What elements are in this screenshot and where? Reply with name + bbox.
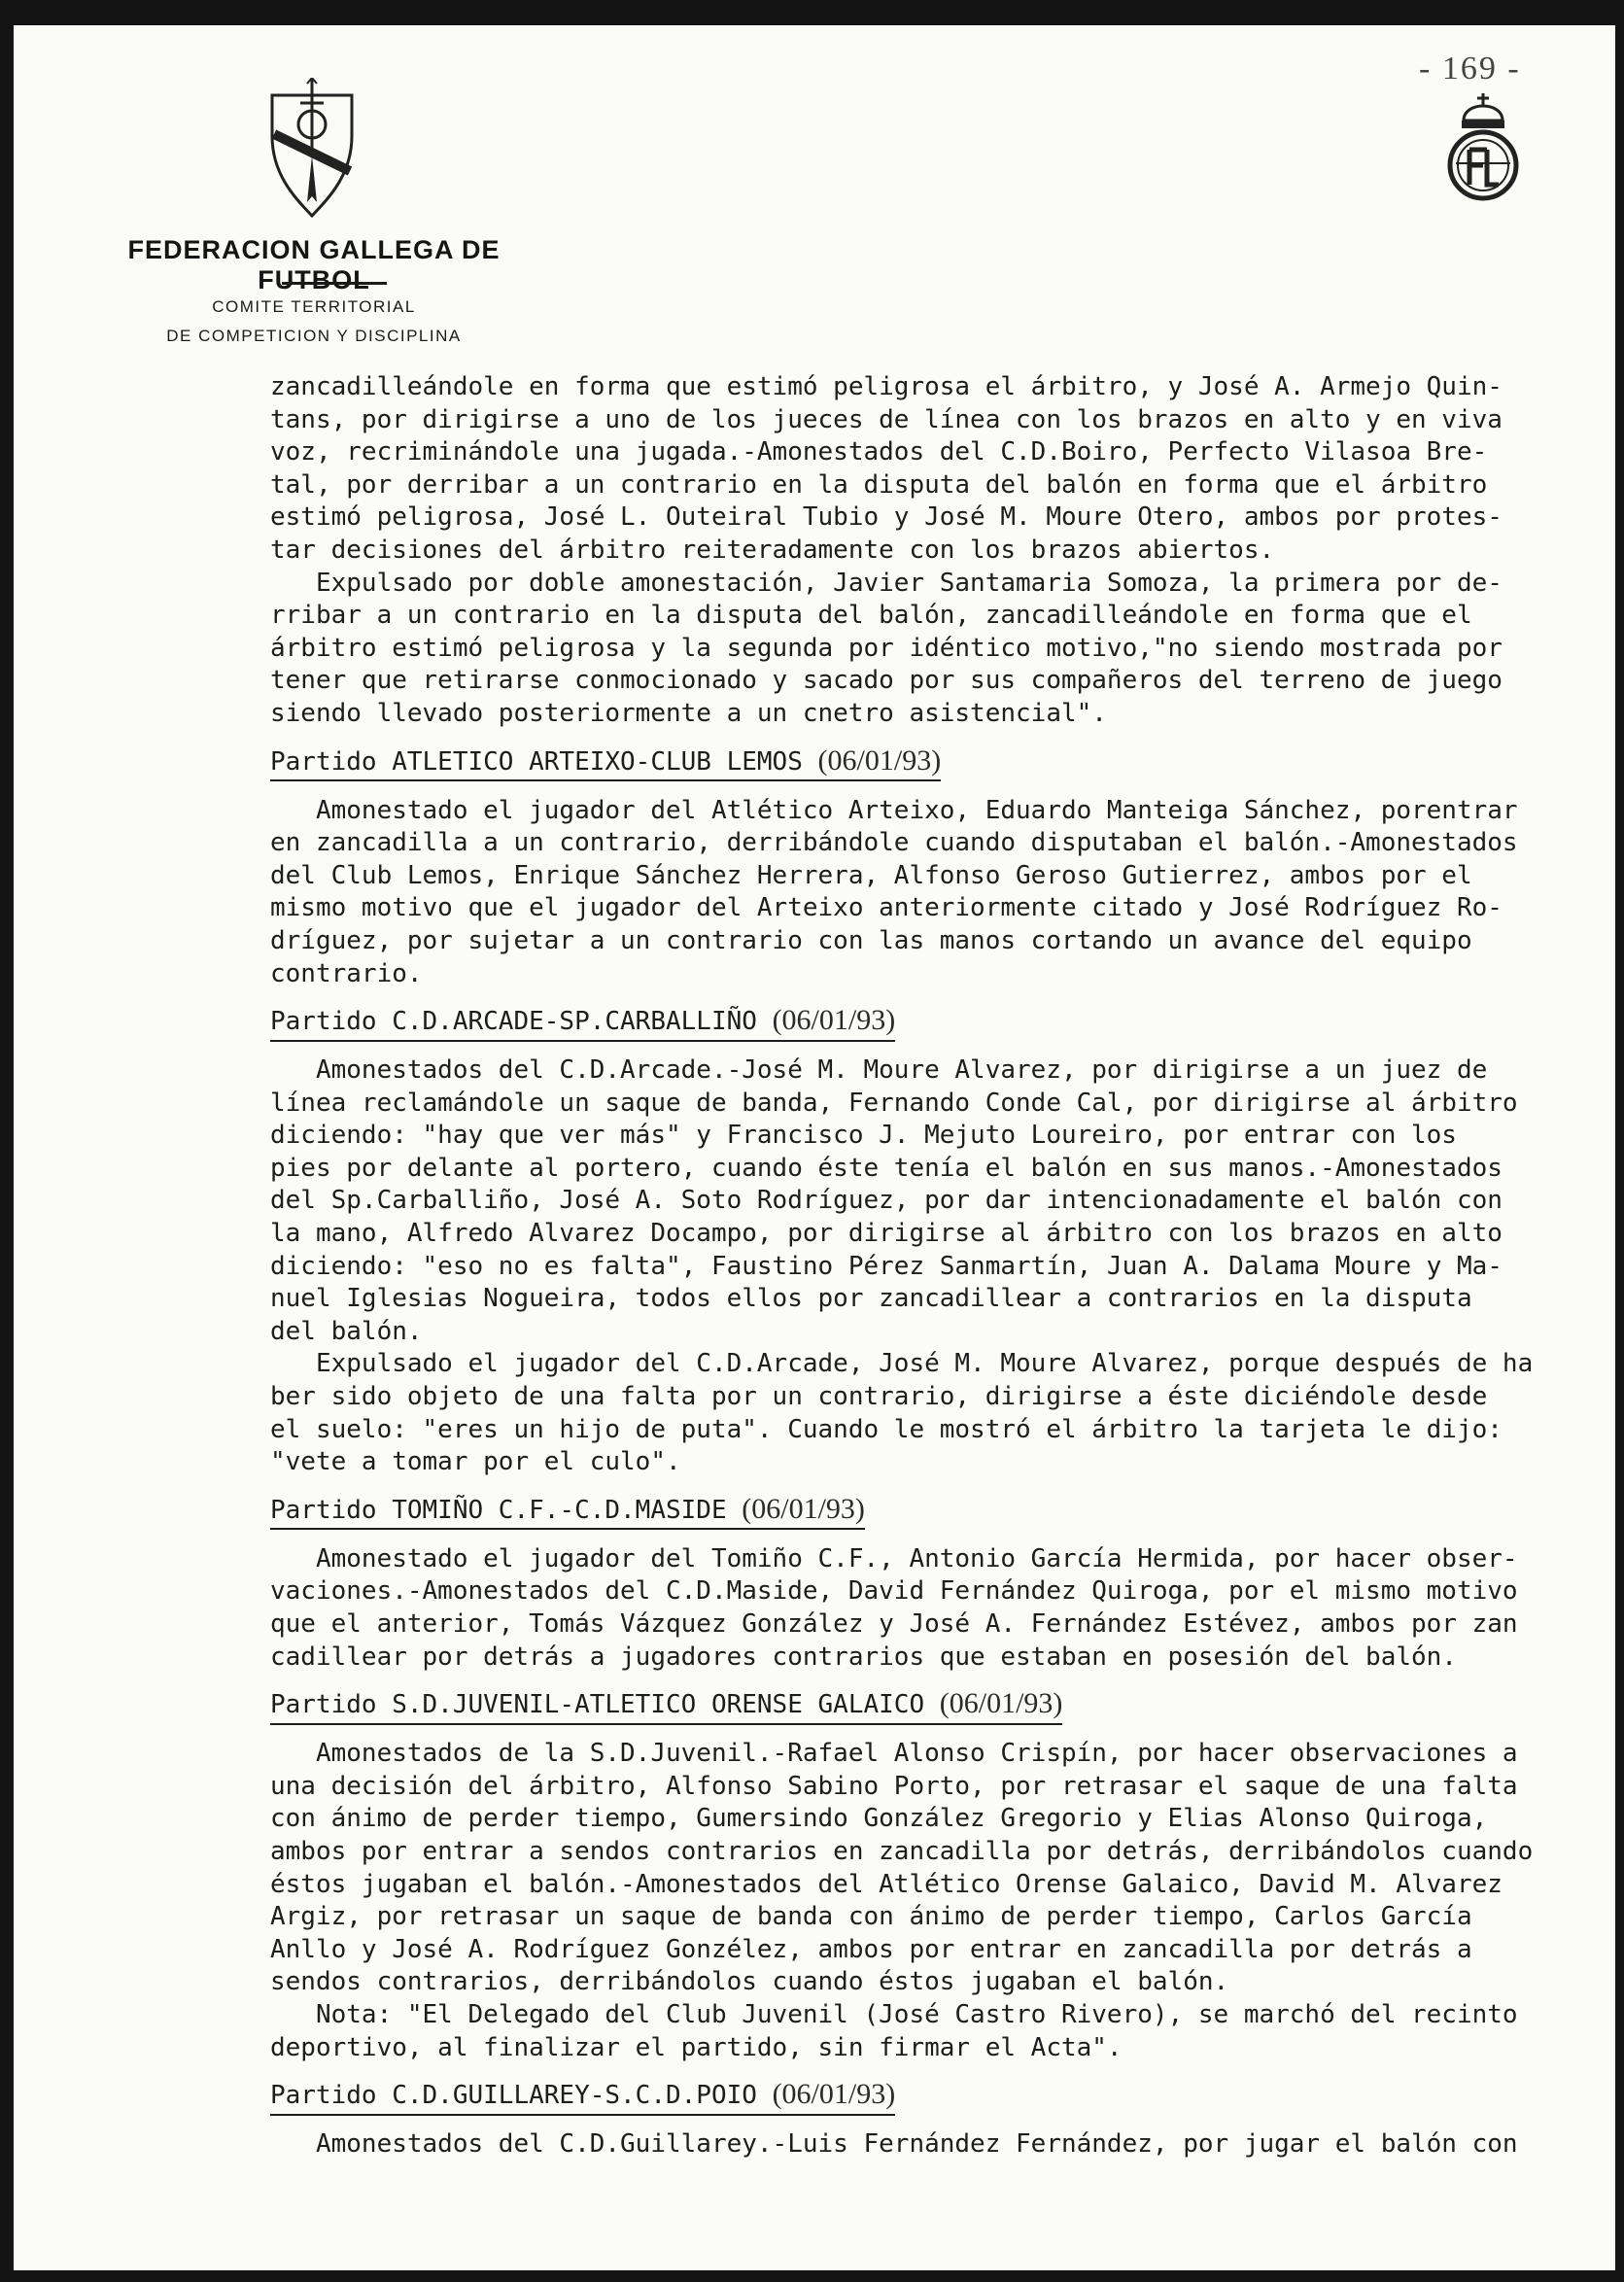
intro-expulsion-paragraph: Expulsado por doble amonestación, Javier Santamaria Somoza, la primera por de- rribar a un contrario en la disputa del balón, zancadilleándole en forma que el árbitro estimó peligrosa y la segunda por idéntico motivo,"no siendo mostrada por tener que retirarse conmocionado y sacado por sus compañeros del terreno de juego siendo llevado posteriormente a un cnetro asistencial". [270,568,1503,728]
federacion-gallega-shield-icon [268,78,356,219]
match-date: (06/01/93) [772,1004,896,1037]
organization-name: FEDERACION GALLEGA DE FUTBOL [127,235,501,294]
match-title: Partido TOMIÑO C.F.-C.D.MASIDE (06/01/93) [270,1493,865,1531]
match-title: Partido ATLETICO ARTEIXO-CLUB LEMOS (06/01/93) [270,744,941,782]
committee-line-1: COMITE TERRITORIAL [212,297,416,316]
match-4-paragraph-1: Amonestados de la S.D.Juvenil.-Rafael Alonso Crispín, por hacer observaciones a una decisión del árbitro, Alfonso Sabino Porto, por retrasar el saque de una falta con ánimo de perder tiempo, Gumersindo González Gregorio y Elias Alonso Quiroga, ambos por entrar a sendos contrarios en zancadilla por detrás, derribándolos cuando éstos jugaban el balón.-Amonestados del Atlético Orense Galaico, David M. Alvarez Argiz, por retrasar un saque de banda con ánimo de perder tiempo, Carlos García Anllo y José A. Rodríguez Gonzélez, ambos por entrar en zancadilla por detrás a sendos contrarios, derribándolos cuando éstos jugaban el balón. [270,1739,1534,1997]
match-heading-2 [270,990,1611,1055]
intro-paragraph: zancadilleándole en forma que estimó peligrosa el árbitro, y José A. Armejo Quin- tans, por dirigirse a uno de los jueces de línea con los brazos en alto y en viva voz, recriminándole una jugada.-Amonestados del C.D.Boiro, Perfecto Vilasoa Bre- tal, por derribar a un contrario en la disputa del balón en forma que el árbitro estimó peligrosa, José L. Outeiral Tubio y José M. Moure Otero, ambos por protes- tar decisiones del árbitro reiteradamente con los brazos abiertos. [270,372,1503,565]
page-number: - 169 - [1419,51,1521,86]
document-body [270,371,1611,2161]
rfef-crown-emblem-icon [1442,91,1524,202]
match-2-paragraph-2: Expulsado el jugador del C.D.Arcade, José M. Moure Alvarez, porque después de ha ber sido objeto de una falta por un contrario, dirigirse a éste diciéndole desde el suelo: "eres un hijo de puta". Cuando le mostró el árbitro la tarjeta le dijo: "vete a tomar por el culo". [270,1349,1534,1477]
match-date: (06/01/93) [939,1687,1063,1720]
match-2-paragraph-1: Amonestados del C.D.Arcade.-José M. Moure Alvarez, por dirigirse a un juez de línea reclamándole un saque de banda, Fernando Conde Cal, por dirigirse al árbitro diciendo: "hay que ver más" y Francisco J. Mejuto Loureiro, por entrar con los pies por delante al portero, cuando éste tenía el balón en sus manos.-Amonestados del Sp.Carballiño, José A. Soto Rodríguez, por dar intencionadamente el balón con la mano, Alfredo Alvarez Docampo, por dirigirse al árbitro con los brazos en alto diciendo: "eso no es falta", Faustino Pérez Sanmartín, Juan A. Dalama Moure y Ma- nuel Iglesias Nogueira, todos ellos por zancadillear a contrarios en la disputa del balón. [270,1055,1518,1346]
match-title: Partido S.D.JUVENIL-ATLETICO ORENSE GALAICO (06/01/93) [270,1687,1062,1725]
match-heading-1 [270,731,1611,795]
match-heading-5 [270,2064,1611,2128]
match-4-note: Nota: "El Delegado del Club Juvenil (José Castro Rivero), se marchó del recinto deportivo, al finalizar el partido, sin firmar el Acta". [270,1999,1518,2062]
match-heading-4 [270,1674,1611,1738]
match-title: Partido C.D.ARCADE-SP.CARBALLIÑO (06/01/93) [270,1004,895,1042]
committee-line-2: DE COMPETICION Y DISCIPLINA [166,327,462,345]
match-date: (06/01/93) [772,2078,896,2111]
match-heading-3 [270,1479,1611,1543]
header-divider [282,282,387,285]
match-date: (06/01/93) [742,1492,865,1525]
match-3-paragraph-1: Amonestado el jugador del Tomiño C.F., Antonio García Hermida, por hacer obser- vaciones.-Amonestados del C.D.Maside, David Fernández Quiroga, por el mismo motivo que el anterior, Tomás Vázquez González y José A. Fernández Estévez, ambos por zan cadillear por detrás a jugadores contrarios que estaban en posesión del balón. [270,1543,1518,1672]
match-title: Partido C.D.GUILLAREY-S.C.D.POIO (06/01/93) [270,2078,895,2116]
match-1-paragraph-1: Amonestado el jugador del Atlético Arteixo, Eduardo Manteiga Sánchez, porentrar en zancadilla a un contrario, derribándole cuando disputaban el balón.-Amonestados del Club Lemos, Enrique Sánchez Herrera, Alfonso Geroso Gutierrez, ambos por el mismo motivo que el jugador del Arteixo anteriormente citado y José Rodríguez Ro- dríguez, por sujetar a un contrario con las manos cortando un avance del equipo contrario. [270,795,1518,988]
match-5-paragraph-1: Amonestados del C.D.Guillarey.-Luis Fernández Fernández, por jugar el balón con [270,2129,1518,2160]
match-date: (06/01/93) [817,743,942,777]
